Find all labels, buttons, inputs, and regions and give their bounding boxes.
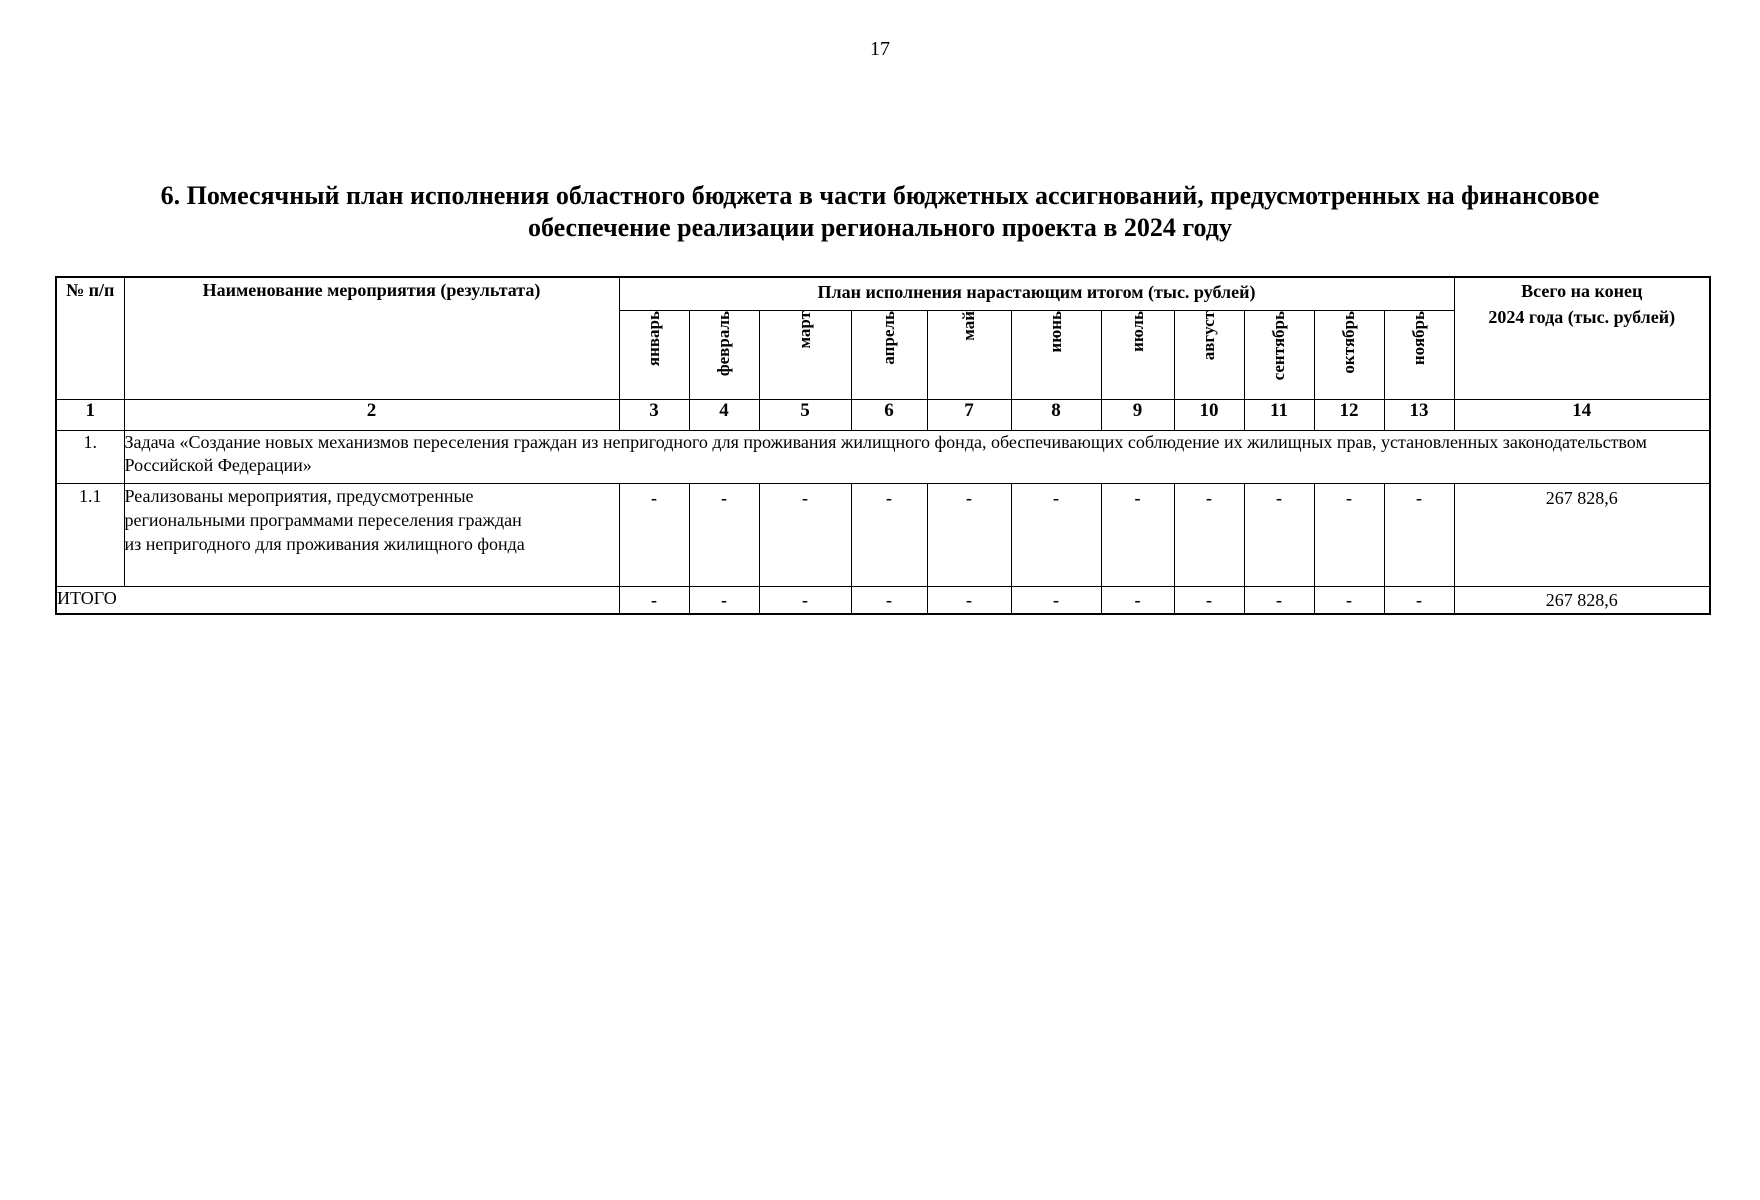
budget-plan-table — [55, 276, 1711, 615]
month-label: апрель — [879, 311, 898, 365]
month-value: - — [1011, 484, 1101, 587]
month-label: октябрь — [1339, 311, 1358, 374]
month-label: ноябрь — [1409, 311, 1428, 366]
column-index: 13 — [1384, 400, 1454, 431]
month-value: - — [1314, 484, 1384, 587]
month-value: - — [759, 484, 851, 587]
header-total-line-1: Всего на конец — [1521, 281, 1643, 301]
month-header — [1011, 311, 1101, 400]
column-index-row — [56, 400, 1710, 431]
column-index: 4 — [689, 400, 759, 431]
month-label: август — [1199, 311, 1218, 361]
month-value: - — [619, 484, 689, 587]
title-line-1: 6. Помесячный план исполнения областного бюджета в части бюджетных ассигнований, предусмотренных на финансовое — [160, 181, 1600, 210]
task-description: Задача «Создание новых механизмов переселения граждан из непригодного для проживания жилищного фонда, обеспечивающих соблюдение их жилищных прав, установленных законодательством Российской Федерации» — [124, 431, 1710, 484]
month-header — [927, 311, 1011, 400]
itogo-month-value: - — [927, 587, 1011, 615]
column-index: 10 — [1174, 400, 1244, 431]
itogo-month-value: - — [1101, 587, 1174, 615]
month-label: сентябрь — [1269, 311, 1288, 381]
month-value: - — [1174, 484, 1244, 587]
itogo-month-value: - — [619, 587, 689, 615]
itogo-month-value: - — [1011, 587, 1101, 615]
month-header — [851, 311, 927, 400]
header-plan: План исполнения нарастающим итогом (тыс. рублей) — [619, 277, 1454, 311]
result-total-amount: 267 828,6 — [1454, 484, 1710, 587]
column-index: 8 — [1011, 400, 1101, 431]
month-value: - — [851, 484, 927, 587]
column-index: 11 — [1244, 400, 1314, 431]
month-label: март — [795, 311, 814, 349]
column-index: 1 — [56, 400, 124, 431]
itogo-month-value: - — [1314, 587, 1384, 615]
task-number: 1. — [56, 431, 124, 484]
month-header — [1101, 311, 1174, 400]
month-value: - — [1384, 484, 1454, 587]
month-header — [759, 311, 851, 400]
result-description-line: из непригодного для проживания жилищного фонда — [124, 534, 525, 554]
result-number: 1.1 — [56, 484, 124, 587]
document-title — [60, 180, 1700, 244]
itogo-row — [56, 587, 1710, 615]
header-total-line-2: 2024 года (тыс. рублей) — [1488, 307, 1676, 327]
itogo-month-value: - — [759, 587, 851, 615]
month-label: май — [959, 311, 978, 341]
column-index: 3 — [619, 400, 689, 431]
column-index: 12 — [1314, 400, 1384, 431]
month-header — [619, 311, 689, 400]
result-description — [124, 484, 619, 587]
month-label: июнь — [1046, 311, 1065, 353]
month-value: - — [1244, 484, 1314, 587]
result-description-line: Реализованы мероприятия, предусмотренные — [124, 486, 474, 506]
month-value: - — [927, 484, 1011, 587]
column-index: 6 — [851, 400, 927, 431]
month-label: июль — [1127, 311, 1147, 352]
month-value: - — [689, 484, 759, 587]
itogo-month-value: - — [1384, 587, 1454, 615]
month-header — [689, 311, 759, 400]
month-header — [1174, 311, 1244, 400]
column-index: 5 — [759, 400, 851, 431]
itogo-label: ИТОГО — [56, 587, 124, 615]
task-row — [56, 431, 1710, 484]
month-label: февраль — [714, 311, 733, 377]
column-index: 9 — [1101, 400, 1174, 431]
header-num: № п/п — [56, 277, 124, 400]
column-index: 2 — [124, 400, 619, 431]
header-total — [1454, 277, 1710, 400]
month-label: январь — [644, 311, 663, 367]
itogo-month-value: - — [1244, 587, 1314, 615]
itogo-total-amount: 267 828,6 — [1454, 587, 1710, 615]
result-row — [56, 484, 1710, 587]
month-header — [1384, 311, 1454, 400]
itogo-month-value: - — [851, 587, 927, 615]
itogo-month-value: - — [689, 587, 759, 615]
month-header — [1314, 311, 1384, 400]
itogo-month-value: - — [1174, 587, 1244, 615]
page-number: 17 — [870, 38, 890, 60]
month-header — [1244, 311, 1314, 400]
title-line-2: обеспечение реализации регионального проекта в 2024 году — [528, 213, 1232, 242]
column-index: 7 — [927, 400, 1011, 431]
column-index: 14 — [1454, 400, 1710, 431]
header-name: Наименование мероприятия (результата) — [124, 277, 619, 400]
result-description-line: региональными программами переселения граждан — [124, 510, 522, 530]
month-value: - — [1101, 484, 1174, 587]
itogo-spacer — [124, 587, 619, 615]
